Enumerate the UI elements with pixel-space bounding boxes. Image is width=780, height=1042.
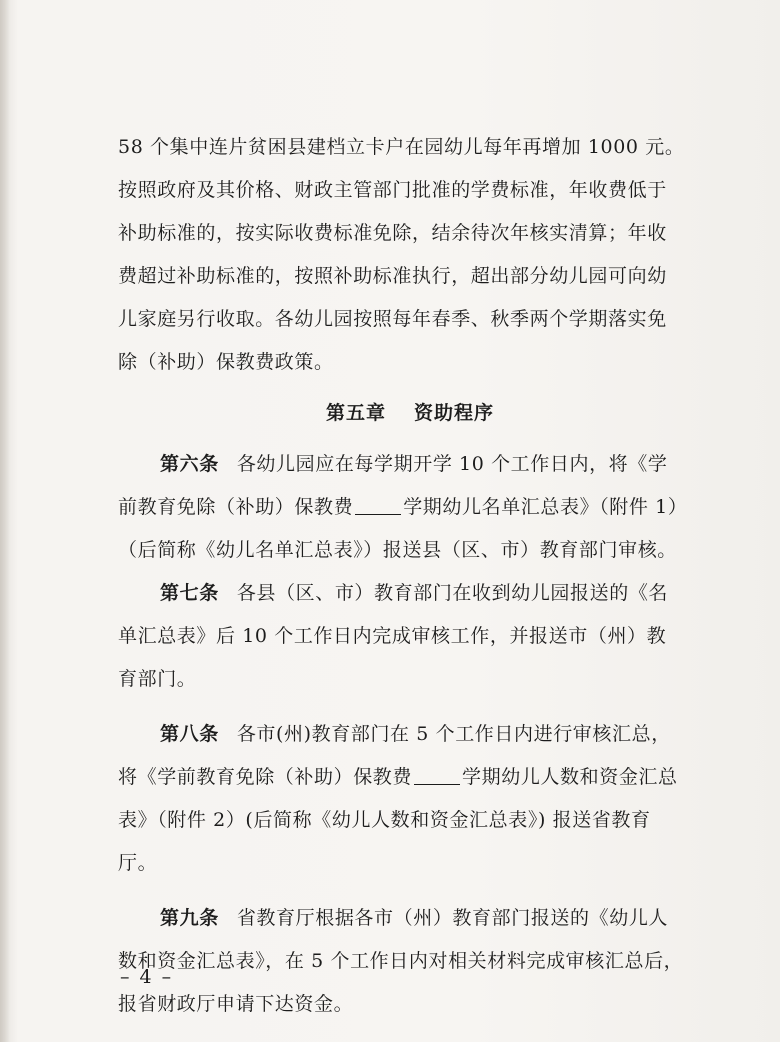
article-7-line: 单汇总表》后 10 个工作日内完成审核工作，并报送市（州）教 <box>118 625 667 647</box>
article-6-label: 第六条 <box>160 453 219 475</box>
article-7-label: 第七条 <box>160 582 219 604</box>
paragraph-gap <box>118 885 702 897</box>
article-9-line: 数和资金汇总表》，在 5 个工作日内对相关材料完成审核汇总后， <box>118 950 684 972</box>
intro-line: 除（补助）保教费政策。 <box>118 351 334 373</box>
article-8-line <box>118 713 702 756</box>
chapter-title: 资助程序 <box>414 402 495 424</box>
article-8-label: 第八条 <box>160 723 219 745</box>
article-8-text: 将《学前教育免除（补助）保教费 <box>118 766 413 788</box>
article-8 <box>118 713 702 885</box>
article-6 <box>118 443 702 572</box>
intro-line: 补助标准的，按实际收费标准免除，结余待次年核实清算；年收 <box>118 222 667 244</box>
article-9 <box>118 897 702 1026</box>
article-6-line <box>118 443 702 486</box>
semester-blank <box>355 498 401 515</box>
article-8-text: 学期幼儿人数和资金汇总 <box>462 766 678 788</box>
article-9-line: 报省财政厅申请下达资金。 <box>118 993 354 1015</box>
chapter-heading <box>118 392 702 435</box>
article-7-text: 各县（区、市）教育部门在收到幼儿园报送的《名 <box>236 582 669 604</box>
chapter-number: 第五章 <box>325 402 386 424</box>
paragraph-gap <box>118 701 702 713</box>
page-fold-shadow <box>0 0 10 1042</box>
article-6-line <box>118 486 702 529</box>
article-6-text: 各幼儿园应在每学期开学 10 个工作日内，将《学 <box>236 453 668 475</box>
article-9-text: 省教育厅根据各市（州）教育部门报送的《幼儿人 <box>236 907 669 929</box>
article-8-line: 表》（附件 2）(后简称《幼儿人数和资金汇总表》) 报送省教育 <box>118 809 651 831</box>
intro-line: 58 个集中连片贫困县建档立卡户在园幼儿每年再增加 1000 元。 <box>118 136 685 158</box>
article-8-line: 厅。 <box>118 852 158 874</box>
document-body <box>118 126 702 1026</box>
article-8-line <box>118 756 702 799</box>
semester-blank <box>414 768 460 785</box>
article-8-text: 各市(州)教育部门在 5 个工作日内进行审核汇总， <box>236 723 671 745</box>
article-7 <box>118 572 702 701</box>
article-7-line <box>118 572 702 615</box>
page-number: – 4 – <box>120 966 174 988</box>
article-6-text: 学期幼儿名单汇总表》（附件 1） <box>403 496 688 518</box>
article-6-line: （后简称《幼儿名单汇总表》）报送县（区、市）教育部门审核。 <box>118 539 677 561</box>
intro-line: 按照政府及其价格、财政主管部门批准的学费标准，年收费低于 <box>118 179 667 201</box>
article-6-text: 前教育免除（补助）保教费 <box>118 496 354 518</box>
article-9-label: 第九条 <box>160 907 219 929</box>
intro-line: 费超过补助标准的，按照补助标准执行，超出部分幼儿园可向幼 <box>118 265 667 287</box>
article-7-line: 育部门。 <box>118 668 197 690</box>
article-9-line <box>118 897 702 940</box>
intro-line: 儿家庭另行收取。各幼儿园按照每年春季、秋季两个学期落实免 <box>118 308 667 330</box>
